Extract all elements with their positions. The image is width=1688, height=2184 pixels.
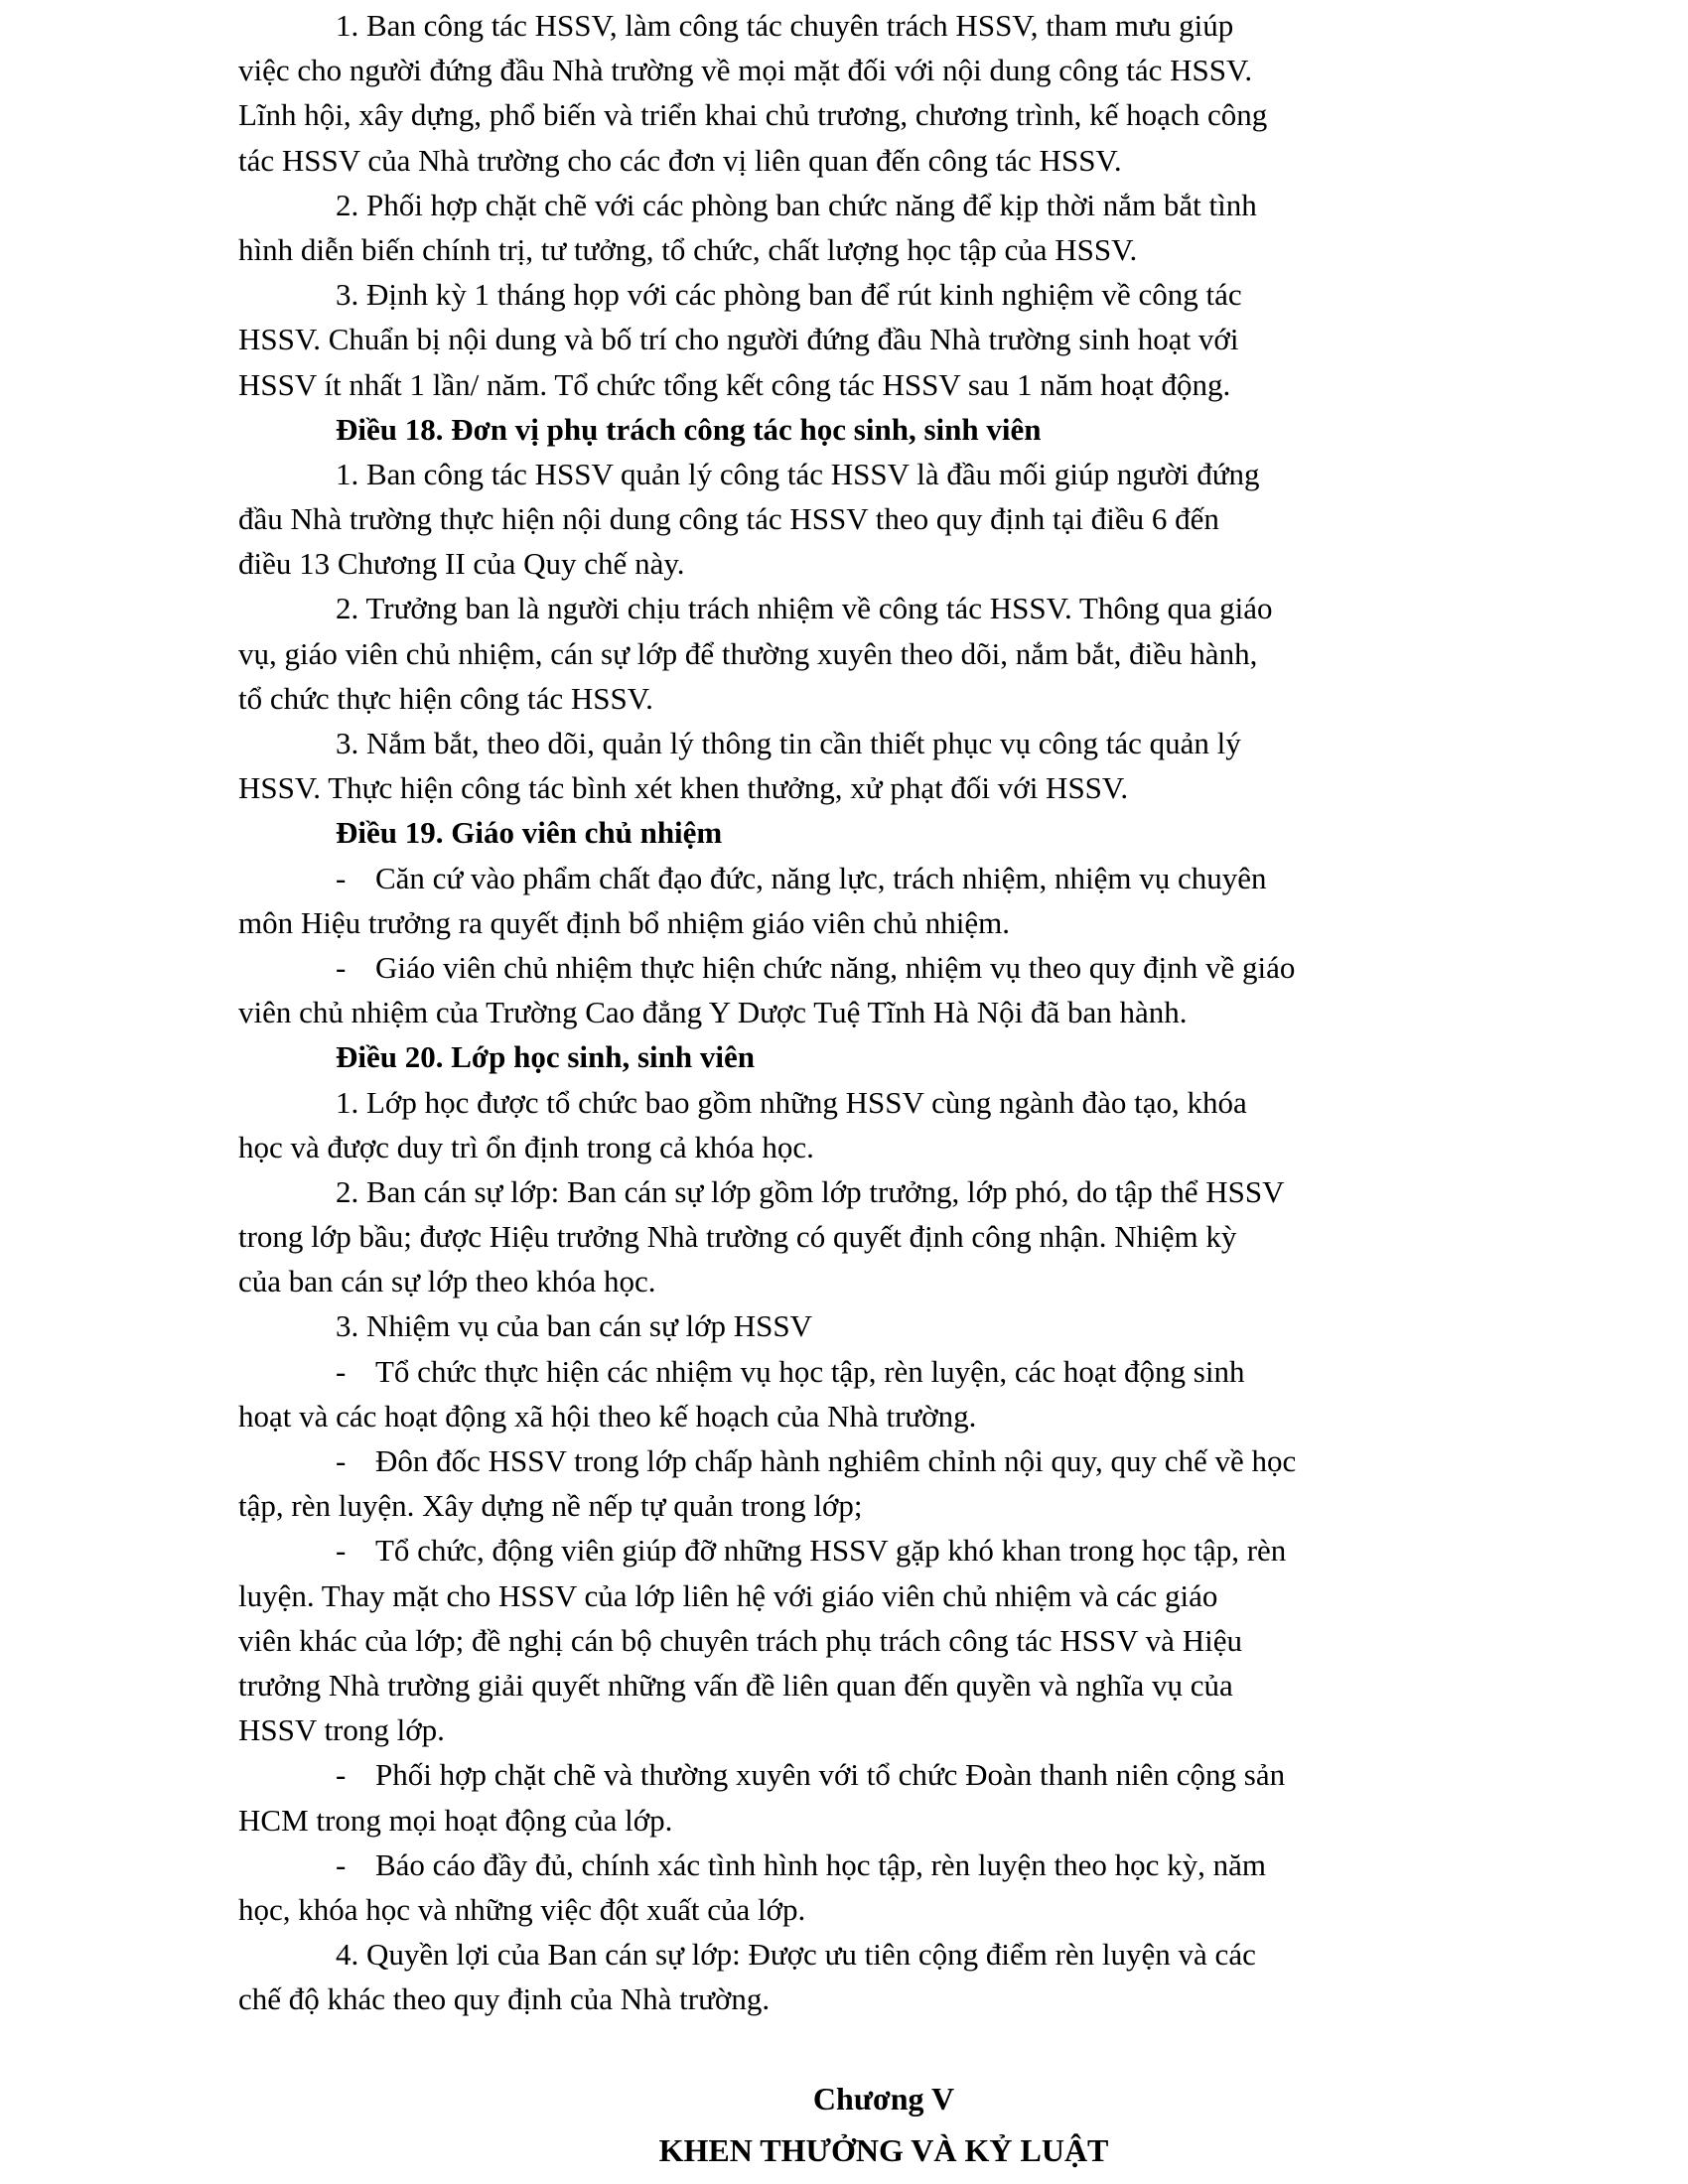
text-line: [238, 272, 1529, 317]
paragraph: [238, 452, 1529, 587]
text-line: [238, 1663, 1529, 1707]
line-text: Báo cáo đầy đủ, chính xác tình hình học tập, rèn luyện theo học kỳ, năm: [375, 1846, 1267, 1882]
text-line: [238, 1528, 1529, 1572]
text-line: [238, 945, 1529, 990]
line-text: 2. Ban cán sự lớp: Ban cán sự lớp gồm lớp trưởng, lớp phó, do tập thể HSSV: [336, 1173, 1285, 1209]
text-line: [238, 1483, 1529, 1528]
line-text: đầu Nhà trường thực hiện nội dung công tác HSSV theo quy định tại điều 6 đến: [238, 501, 1219, 537]
text-line: [238, 496, 1529, 541]
dash-list-item: [238, 1349, 1529, 1438]
dash-list-item: [238, 1843, 1529, 1932]
paragraph: [238, 3, 1529, 183]
line-text: Tổ chức, động viên giúp đỡ những HSSV gặp khó khan trong học tập, rèn: [375, 1533, 1287, 1569]
text-line: [238, 1843, 1529, 1887]
text-line: [238, 721, 1529, 765]
line-text: 3. Nắm bắt, theo dõi, quản lý thông tin cần thiết phục vụ công tác quản lý: [336, 726, 1241, 760]
line-text: tập, rèn luyện. Xây dựng nề nếp tự quản trong lớp;: [238, 1488, 863, 1524]
line-text: Giáo viên chủ nhiệm thực hiện chức năng, nhiệm vụ theo quy định về giáo: [375, 949, 1296, 985]
line-text: học và được duy trì ổn định trong cả khóa học.: [238, 1129, 814, 1164]
text-line: [238, 541, 1529, 586]
dash-list-item: [238, 856, 1529, 945]
text-line: [238, 1394, 1529, 1438]
text-line: [238, 586, 1529, 630]
text-line: [238, 1618, 1529, 1663]
text-line: [238, 317, 1529, 361]
line-text: của ban cán sự lớp theo khóa học.: [238, 1264, 656, 1299]
line-text: 4. Quyền lợi của Ban cán sự lớp: Được ưu tiên cộng điểm rèn luyện và các: [336, 1937, 1256, 1973]
line-text: Điều 20. Lớp học sinh, sinh viên: [336, 1039, 756, 1075]
line-text: HSSV trong lớp.: [238, 1712, 445, 1748]
article-heading: [238, 810, 1529, 855]
text-line: [238, 452, 1529, 496]
text-line: [238, 1707, 1529, 1752]
line-text: Lĩnh hội, xây dựng, phổ biến và triển khai chủ trương, chương trình, kế hoạch công: [238, 97, 1268, 133]
text-line: [238, 1169, 1529, 1214]
line-text: HSSV. Chuẩn bị nội dung và bố trí cho người đứng đầu Nhà trường sinh hoạt với: [238, 322, 1239, 357]
line-text: chế độ khác theo quy định của Nhà trường.: [238, 1981, 771, 2017]
chapter-number: Chương V: [812, 2081, 955, 2116]
line-text: Tổ chức thực hiện các nhiệm vụ học tập, rèn luyện, các hoạt động sinh: [375, 1353, 1245, 1389]
line-text: 1. Lớp học được tổ chức bao gồm những HSSV cùng ngành đào tạo, khóa: [336, 1084, 1247, 1120]
paragraph: [238, 1932, 1529, 2021]
line-text: hoạt và các hoạt động xã hội theo kế hoạch của Nhà trường.: [238, 1398, 977, 1433]
text-line: [238, 1977, 1529, 2021]
article-heading: [238, 1034, 1529, 1079]
text-line: [238, 183, 1529, 227]
line-text: 3. Nhiệm vụ của ban cán sự lớp HSSV: [336, 1308, 813, 1344]
dash-bullet: -: [336, 949, 347, 985]
text-line: [238, 1752, 1529, 1797]
text-line: [238, 1214, 1529, 1259]
text-line: [238, 92, 1529, 137]
dash-list-item: [238, 1438, 1529, 1528]
paragraph: [238, 721, 1529, 810]
paragraph: [238, 586, 1529, 721]
line-text: Điều 18. Đơn vị phụ trách công tác học sinh, sinh viên: [336, 411, 1042, 447]
chapter-title: KHEN THƯỞNG VÀ KỶ LUẬT: [658, 2132, 1109, 2168]
dash-list-item: [238, 1528, 1529, 1752]
line-text: trong lớp bầu; được Hiệu trưởng Nhà trường có quyết định công nhận. Nhiệm kỳ: [238, 1219, 1237, 1255]
text-line: [238, 1887, 1529, 1932]
line-text: hình diễn biến chính trị, tư tưởng, tổ chức, chất lượng học tập của HSSV.: [238, 231, 1138, 267]
dash-list-item: [238, 1752, 1529, 1842]
text-line: [238, 1573, 1529, 1618]
paragraph: [238, 183, 1529, 272]
text-line: [238, 810, 1529, 855]
line-text: HSSV ít nhất 1 lần/ năm. Tổ chức tổng kết công tác HSSV sau 1 năm hoạt động.: [238, 366, 1231, 402]
dash-bullet: -: [336, 1533, 347, 1569]
line-text: 1. Ban công tác HSSV quản lý công tác HSSV là đầu mối giúp người đứng: [336, 456, 1260, 491]
text-line: [238, 1034, 1529, 1079]
text-line: [238, 1125, 1529, 1169]
text-line: [238, 676, 1529, 721]
text-line: [238, 1303, 1529, 1348]
dash-bullet: -: [336, 1846, 347, 1882]
paragraph: [238, 272, 1529, 407]
dash-list-item: [238, 945, 1529, 1034]
text-line: [238, 765, 1529, 810]
dash-bullet: -: [336, 1353, 347, 1389]
line-text: viên chủ nhiệm của Trường Cao đẳng Y Dược Tuệ Tĩnh Hà Nội đã ban hành.: [238, 995, 1188, 1030]
line-text: Phối hợp chặt chẽ và thường xuyên với tổ chức Đoàn thanh niên cộng sản: [375, 1757, 1286, 1793]
dash-bullet: -: [336, 860, 347, 895]
paragraph: [238, 1303, 1529, 1348]
text-line: [238, 990, 1529, 1034]
line-text: tác HSSV của Nhà trường cho các đơn vị liên quan đến công tác HSSV.: [238, 142, 1122, 178]
text-line: [238, 1349, 1529, 1394]
line-text: tổ chức thực hiện công tác HSSV.: [238, 680, 653, 716]
line-text: điều 13 Chương II của Quy chế này.: [238, 546, 685, 582]
dash-bullet: -: [336, 1757, 347, 1793]
text-line: [238, 1932, 1529, 1977]
paragraph: [238, 1169, 1529, 1304]
text-line: [238, 1080, 1529, 1125]
line-text: học, khóa học và những việc đột xuất của lớp.: [238, 1891, 806, 1927]
article-heading: [238, 407, 1529, 452]
line-text: môn Hiệu trưởng ra quyết định bổ nhiệm giáo viên chủ nhiệm.: [238, 904, 1011, 940]
text-line: [238, 631, 1529, 676]
text-line: [238, 1259, 1529, 1303]
text-line: [238, 407, 1529, 452]
line-text: Căn cứ vào phẩm chất đạo đức, năng lực, trách nhiệm, nhiệm vụ chuyên: [375, 860, 1267, 895]
line-text: viên khác của lớp; đề nghị cán bộ chuyên trách phụ trách công tác HSSV và Hiệu: [238, 1622, 1242, 1658]
line-text: Điều 19. Giáo viên chủ nhiệm: [336, 815, 723, 851]
dash-bullet: -: [336, 1443, 347, 1478]
text-line: [238, 1438, 1529, 1483]
line-text: HSSV. Thực hiện công tác bình xét khen thưởng, xử phạt đối với HSSV.: [238, 770, 1129, 806]
text-line: [238, 856, 1529, 900]
line-text: luyện. Thay mặt cho HSSV của lớp liên hệ với giáo viên chủ nhiệm và các giáo: [238, 1577, 1218, 1613]
document-body: [238, 3, 1529, 2021]
line-text: 2. Phối hợp chặt chẽ với các phòng ban chức năng để kịp thời nắm bắt tình: [336, 187, 1257, 222]
line-text: 1. Ban công tác HSSV, làm công tác chuyên trách HSSV, tham mưu giúp: [336, 8, 1234, 43]
text-line: [238, 900, 1529, 945]
line-text: vụ, giáo viên chủ nhiệm, cán sự lớp để thường xuyên theo dõi, nắm bắt, điều hành,: [238, 635, 1258, 671]
text-line: [238, 227, 1529, 272]
line-text: HCM trong mọi hoạt động của lớp.: [238, 1802, 673, 1838]
line-text: trưởng Nhà trường giải quyết những vấn đề liên quan đến quyền và nghĩa vụ của: [238, 1667, 1233, 1703]
text-line: [238, 1798, 1529, 1843]
text-line: [238, 362, 1529, 407]
text-line: [238, 3, 1529, 48]
text-line: [238, 138, 1529, 183]
line-text: Đôn đốc HSSV trong lớp chấp hành nghiêm chỉnh nội quy, quy chế về học: [375, 1443, 1297, 1478]
line-text: việc cho người đứng đầu Nhà trường về mọi mặt đối với nội dung công tác HSSV.: [238, 53, 1253, 88]
paragraph: [238, 1080, 1529, 1169]
line-text: 3. Định kỳ 1 tháng họp với các phòng ban để rút kinh nghiệm về công tác: [336, 277, 1242, 313]
text-line: [238, 48, 1529, 92]
line-text: 2. Trưởng ban là người chịu trách nhiệm về công tác HSSV. Thông qua giáo: [336, 591, 1273, 626]
